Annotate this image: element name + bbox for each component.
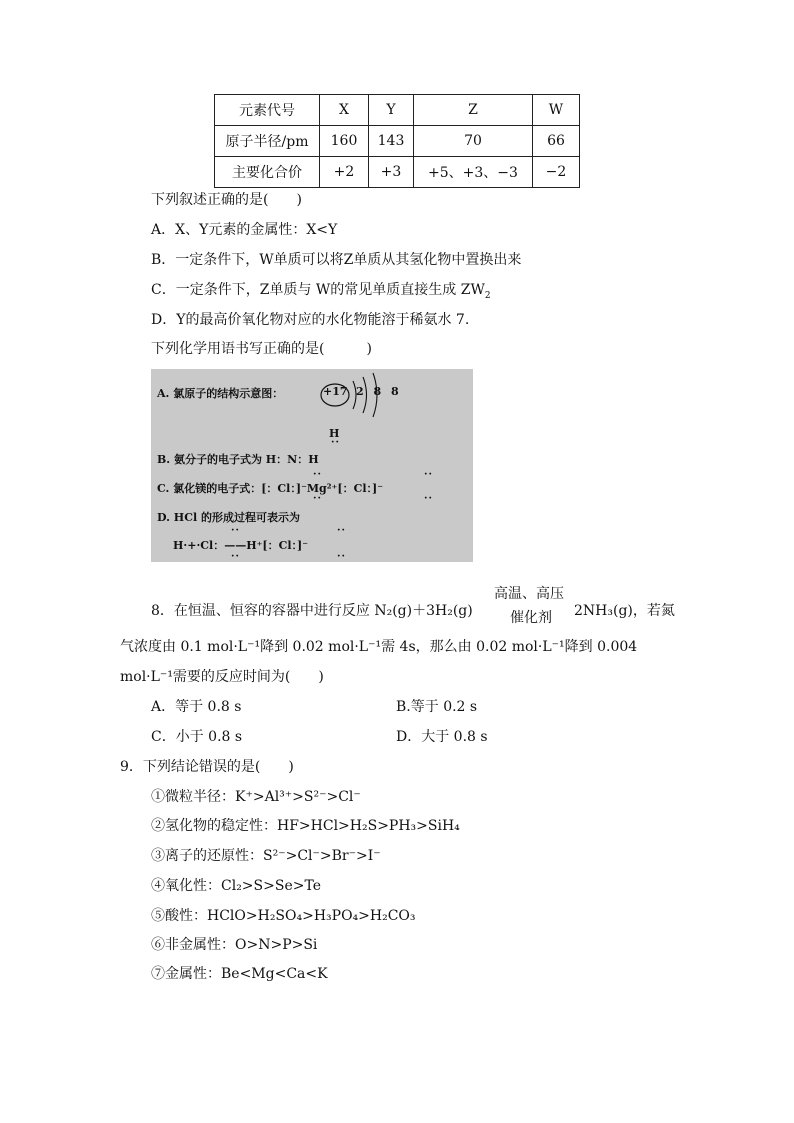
q6-option-c-sub: 2	[484, 290, 491, 301]
table-cell: +5、+3、−3	[414, 157, 533, 188]
electron-dots: ··	[424, 493, 433, 504]
electron-dots: ··	[337, 525, 346, 536]
table-cell: 70	[414, 126, 533, 157]
q6-option-c-text: C．一定条件下，Z单质与 W的常见单质直接生成 ZW	[151, 282, 485, 298]
q9-item: ①微粒半径：K⁺>Al³⁺>S²⁻>Cl⁻	[151, 789, 361, 805]
table-cell: 160	[320, 126, 369, 157]
table-cell: W	[533, 95, 580, 126]
q8-option-a: A．等于 0.8 s	[151, 699, 242, 715]
q7-option-d: D. HCl 的形成过程可表示为	[157, 511, 300, 524]
q9-stem: 9．下列结论错误的是( )	[120, 759, 294, 775]
electron-dots: ··	[313, 493, 322, 504]
electron-dots: ··	[337, 551, 346, 562]
table-header-row	[215, 95, 580, 126]
q8-option-d: D．大于 0.8 s	[396, 729, 488, 745]
q8-line3: mol·L⁻¹需要的反应时间为( )	[120, 669, 324, 685]
table-row	[215, 126, 580, 157]
table-cell: X	[320, 95, 369, 126]
q6-option-d: D．Y的最高价氧化物对应的水化物能溶于稀氨水 7.	[151, 312, 470, 328]
electron-dots: ··	[231, 525, 240, 536]
q8-option-b: B.等于 0.2 s	[396, 699, 478, 715]
table-cell: 原子半径/pm	[215, 126, 320, 157]
table-cell: 元素代号	[215, 95, 320, 126]
electron-dots: ··	[424, 469, 433, 480]
q8-line2: 气浓度由 0.1 mol·L⁻¹降到 0.02 mol·L⁻¹需 4s，那么由 0.02 mol·L⁻¹降到 0.004	[120, 639, 638, 655]
table-cell: −2	[533, 157, 580, 188]
table-row	[215, 157, 580, 188]
q9-item: ④氧化性：Cl₂>S>Se>Te	[151, 878, 321, 894]
table-cell: 66	[533, 126, 580, 157]
q6-stem: 下列叙述正确的是( )	[151, 192, 302, 208]
chlorine-nucleus-label: +17	[323, 385, 348, 398]
q7-stem: 下列化学用语书写正确的是( )	[151, 341, 372, 357]
reversible-arrow-icon	[492, 604, 568, 612]
q7-option-b: B. 氨分子的电子式为 H：N：H	[157, 453, 319, 466]
q6-option-c	[151, 280, 491, 306]
electron-dots: ··	[331, 437, 340, 448]
q7-option-a-label: A. 氯原子的结构示意图：	[157, 387, 284, 400]
q8-condition-top: 高温、高压	[494, 586, 564, 602]
q9-item: ⑥非金属性：O>N>P>Si	[151, 937, 318, 953]
q7-option-d-expression: H·+·Cl：——H⁺[：Cl：]⁻	[173, 539, 309, 552]
electron-dots: ··	[231, 551, 240, 562]
q7-options-image	[151, 369, 473, 562]
table-cell: 主要化合价	[215, 157, 320, 188]
table-cell: 143	[369, 126, 414, 157]
q7-option-a	[157, 385, 283, 401]
q9-item: ②氢化物的稳定性：HF>HCl>H₂S>PH₃>SiH₄	[151, 818, 460, 834]
q8-option-c: C．小于 0.8 s	[151, 729, 243, 745]
element-table	[214, 94, 580, 188]
table-cell: +2	[320, 157, 369, 188]
q7-option-b-top-h: H	[329, 427, 340, 440]
q6-option-a: A．X、Y元素的金属性：X<Y	[151, 222, 338, 238]
q8-line1-tail: 2NH₃(g)，若氮	[574, 603, 675, 619]
table-cell: Z	[414, 95, 533, 126]
q9-item: ⑤酸性：HClO>H₂SO₄>H₃PO₄>H₂CO₃	[151, 908, 416, 924]
electron-dots: ··	[313, 469, 322, 480]
q9-item: ③离子的还原性：S²⁻>Cl⁻>Br⁻>I⁻	[151, 848, 381, 864]
table-cell: +3	[369, 157, 414, 188]
q8-line1: 8．在恒温、恒容的容器中进行反应 N₂(g)＋3H₂(g)	[151, 603, 473, 619]
q8-condition-bottom: 催化剂	[510, 610, 552, 626]
q7-option-c: C. 氯化镁的电子式：[：Cl：]⁻Mg²⁺[：Cl：]⁻	[157, 482, 384, 495]
table-cell: Y	[369, 95, 414, 126]
q9-item: ⑦金属性：Be<Mg<Ca<K	[151, 966, 328, 982]
q6-option-b: B．一定条件下，W单质可以将Z单质从其氢化物中置换出来	[151, 252, 522, 268]
chlorine-shell-labels: 2 8 8	[356, 385, 402, 398]
